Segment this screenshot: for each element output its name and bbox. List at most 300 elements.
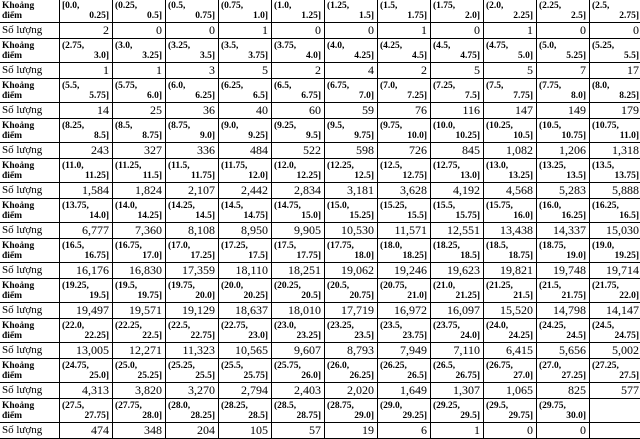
count-row	[0, 103, 640, 119]
score-range-label	[0, 399, 60, 423]
count-label: Số lượng	[0, 63, 60, 79]
interval-end: 12.5]	[327, 171, 374, 181]
interval-start: (10.0,	[433, 121, 480, 131]
count-cell: 17,359	[166, 263, 219, 279]
interval-cell	[484, 119, 537, 143]
count-cell: 18,010	[272, 303, 325, 319]
interval-start: (18.5,	[486, 241, 533, 251]
score-range-label-line2: điểm	[2, 131, 56, 141]
interval-start: (22.5,	[168, 321, 215, 331]
interval-cell	[537, 399, 590, 423]
interval-start: (2.0,	[486, 1, 533, 11]
interval-end: 18.25]	[380, 251, 427, 261]
count-cell: 1,307	[431, 383, 484, 399]
interval-end: 8.5]	[62, 131, 109, 141]
count-cell: 3,628	[378, 183, 431, 199]
interval-end: 16.75]	[62, 251, 109, 261]
count-cell: 1,206	[537, 143, 590, 159]
count-cell: 0	[431, 23, 484, 39]
score-range-label-line1: Khoảng	[2, 201, 56, 211]
count-cell: 15,520	[484, 303, 537, 319]
score-range-label	[0, 119, 60, 143]
interval-start: (22.75,	[221, 321, 268, 331]
interval-end: 15.5]	[380, 211, 427, 221]
interval-cell	[431, 399, 484, 423]
interval-start: (18.75,	[539, 241, 586, 251]
interval-cell	[431, 119, 484, 143]
count-cell: 577	[590, 383, 640, 399]
count-label: Số lượng	[0, 23, 60, 39]
interval-start: (7.75,	[539, 81, 586, 91]
score-range-label	[0, 279, 60, 303]
interval-start: (13.0,	[486, 161, 533, 171]
count-cell: 1,318	[590, 143, 640, 159]
count-label: Số lượng	[0, 263, 60, 279]
count-cell: 14,147	[590, 303, 640, 319]
interval-cell	[590, 39, 640, 63]
interval-cell	[219, 159, 272, 183]
interval-cell	[325, 399, 378, 423]
count-cell: 0	[325, 23, 378, 39]
count-cell: 6	[378, 423, 431, 439]
interval-cell	[590, 159, 640, 183]
count-cell: 1,649	[378, 383, 431, 399]
interval-end: 26.5]	[380, 371, 427, 381]
count-cell: 0	[484, 423, 537, 439]
interval-cell	[378, 359, 431, 383]
interval-row	[0, 359, 640, 383]
count-cell: 474	[60, 423, 113, 439]
interval-end: 19.5]	[62, 291, 109, 301]
interval-start: (21.75,	[592, 281, 639, 291]
interval-cell	[272, 0, 325, 23]
interval-cell	[166, 0, 219, 23]
interval-cell	[60, 239, 113, 263]
interval-start: (22.25,	[115, 321, 162, 331]
interval-start: (0.5,	[168, 1, 215, 11]
count-cell: 0	[537, 23, 590, 39]
score-range-label	[0, 79, 60, 103]
interval-start: (28.0,	[168, 401, 215, 411]
count-cell: 11,323	[166, 343, 219, 359]
interval-cell	[590, 319, 640, 343]
count-cell: 11,571	[378, 223, 431, 239]
interval-end: 11.5]	[115, 171, 162, 181]
interval-end: 7.0]	[327, 91, 374, 101]
interval-end: 13.75]	[592, 171, 639, 181]
score-range-label-line1: Khoảng	[2, 161, 56, 171]
count-cell: 14,337	[537, 223, 590, 239]
interval-row	[0, 319, 640, 343]
score-range-label-line2: điểm	[2, 91, 56, 101]
count-cell: 1	[219, 23, 272, 39]
interval-end: 5.5]	[592, 51, 639, 61]
interval-start: (24.5,	[592, 321, 639, 331]
score-range-label	[0, 199, 60, 223]
interval-end: 2.5]	[539, 11, 586, 21]
interval-start: (5.0,	[539, 41, 586, 51]
interval-start: (28.5,	[274, 401, 321, 411]
interval-cell	[325, 39, 378, 63]
interval-cell	[590, 279, 640, 303]
interval-row	[0, 39, 640, 63]
interval-end: 0.75]	[168, 11, 215, 21]
count-row	[0, 343, 640, 359]
interval-cell	[272, 279, 325, 303]
interval-start: (24.0,	[486, 321, 533, 331]
interval-start: (23.5,	[380, 321, 427, 331]
count-cell: 243	[60, 143, 113, 159]
interval-cell	[537, 199, 590, 223]
interval-start: (26.0,	[327, 361, 374, 371]
count-cell: 18,251	[272, 263, 325, 279]
count-cell: 19,748	[537, 263, 590, 279]
interval-cell	[590, 0, 640, 23]
count-cell: 0	[166, 23, 219, 39]
count-cell: 726	[378, 143, 431, 159]
interval-end: 26.75]	[433, 371, 480, 381]
score-range-label	[0, 359, 60, 383]
count-cell: 19,821	[484, 263, 537, 279]
interval-end: 28.25]	[168, 411, 215, 421]
interval-end: 25.75]	[221, 371, 268, 381]
interval-cell	[325, 159, 378, 183]
interval-cell	[113, 199, 166, 223]
count-cell: 3,270	[166, 383, 219, 399]
interval-end: 1.5]	[327, 11, 374, 21]
interval-start: (28.75,	[327, 401, 374, 411]
score-range-label-line2: điểm	[2, 211, 56, 221]
interval-cell	[378, 159, 431, 183]
interval-end: 23.0]	[221, 331, 268, 341]
interval-end: 1.75]	[380, 11, 427, 21]
count-label: Số lượng	[0, 383, 60, 399]
interval-cell	[60, 279, 113, 303]
interval-cell	[60, 79, 113, 103]
interval-end: 25.25]	[115, 371, 162, 381]
interval-start: (10.75,	[592, 121, 639, 131]
count-cell: 17	[590, 63, 640, 79]
interval-start: (10.25,	[486, 121, 533, 131]
interval-end: 4.75]	[433, 51, 480, 61]
interval-start: (27.5,	[62, 401, 109, 411]
count-cell: 8,108	[166, 223, 219, 239]
count-cell: 5,656	[537, 343, 590, 359]
interval-cell	[166, 239, 219, 263]
count-cell: 7,360	[113, 223, 166, 239]
count-cell: 2,442	[219, 183, 272, 199]
count-cell: 0	[272, 23, 325, 39]
score-range-label-line1: Khoảng	[2, 1, 56, 11]
interval-end: 11.0]	[592, 131, 639, 141]
interval-cell	[113, 159, 166, 183]
interval-end: 20.0]	[168, 291, 215, 301]
interval-end: 3.75]	[221, 51, 268, 61]
interval-start: (3.25,	[168, 41, 215, 51]
interval-start: (29.5,	[486, 401, 533, 411]
interval-end: 6.75]	[274, 91, 321, 101]
interval-row	[0, 0, 640, 23]
interval-start: (19.0,	[592, 241, 639, 251]
interval-end: 29.25]	[380, 411, 427, 421]
interval-start: (20.0,	[221, 281, 268, 291]
interval-cell	[484, 319, 537, 343]
interval-cell	[431, 39, 484, 63]
interval-cell	[113, 239, 166, 263]
score-range-label-line1: Khoảng	[2, 121, 56, 131]
interval-row	[0, 399, 640, 423]
interval-start: (12.0,	[274, 161, 321, 171]
interval-cell	[272, 359, 325, 383]
interval-start: (4.25,	[380, 41, 427, 51]
interval-start: (20.75,	[380, 281, 427, 291]
count-cell: 12,271	[113, 343, 166, 359]
interval-start: (9.5,	[327, 121, 374, 131]
score-range-label-line2: điểm	[2, 171, 56, 181]
score-range-label-line2: điểm	[2, 251, 56, 261]
interval-start: (3.5,	[221, 41, 268, 51]
interval-end: 27.5]	[592, 371, 639, 381]
interval-cell	[219, 39, 272, 63]
interval-start: (5.5,	[62, 81, 109, 91]
count-cell: 19,623	[431, 263, 484, 279]
interval-cell	[537, 319, 590, 343]
count-cell: 2	[378, 63, 431, 79]
count-cell: 59	[325, 103, 378, 119]
count-cell: 1	[60, 63, 113, 79]
count-cell: 147	[484, 103, 537, 119]
interval-start: (16.5,	[62, 241, 109, 251]
interval-start: (0.25,	[115, 1, 162, 11]
interval-end: 2.0]	[433, 11, 480, 21]
count-cell: 2	[60, 23, 113, 39]
interval-start: (1.0,	[274, 1, 321, 11]
interval-end: 23.75]	[380, 331, 427, 341]
interval-cell	[166, 279, 219, 303]
count-row	[0, 223, 640, 239]
interval-start: (25.5,	[221, 361, 268, 371]
interval-start: (19.25,	[62, 281, 109, 291]
interval-end: 15.75]	[433, 211, 480, 221]
interval-cell	[431, 0, 484, 23]
count-cell: 9,905	[272, 223, 325, 239]
interval-end: 9.0]	[168, 131, 215, 141]
interval-start: (15.5,	[433, 201, 480, 211]
count-cell: 8,950	[219, 223, 272, 239]
interval-end: 1.25]	[274, 11, 321, 21]
interval-end: 7.5]	[433, 91, 480, 101]
interval-end: 5.25]	[539, 51, 586, 61]
count-cell: 4,313	[60, 383, 113, 399]
count-cell: 2,020	[325, 383, 378, 399]
interval-row	[0, 159, 640, 183]
interval-start: (9.0,	[221, 121, 268, 131]
interval-end: 9.75]	[327, 131, 374, 141]
count-cell: 0	[537, 423, 590, 439]
interval-end: 18.75]	[486, 251, 533, 261]
interval-start: (3.75,	[274, 41, 321, 51]
count-cell: 484	[219, 143, 272, 159]
interval-start: (13.25,	[539, 161, 586, 171]
interval-end: 19.25]	[592, 251, 639, 261]
interval-end: 6.0]	[115, 91, 162, 101]
interval-end: 25.0]	[62, 371, 109, 381]
interval-start: (9.25,	[274, 121, 321, 131]
count-cell: 15,030	[590, 223, 640, 239]
score-range-label	[0, 0, 60, 23]
count-cell: 204	[166, 423, 219, 439]
interval-end: 15.0]	[274, 211, 321, 221]
interval-start: (3.0,	[115, 41, 162, 51]
interval-cell	[113, 79, 166, 103]
interval-cell	[272, 399, 325, 423]
count-cell: 327	[113, 143, 166, 159]
interval-start: (25.75,	[274, 361, 321, 371]
interval-cell	[113, 319, 166, 343]
count-cell: 6,415	[484, 343, 537, 359]
count-row	[0, 63, 640, 79]
interval-end: 4.25]	[327, 51, 374, 61]
count-cell: 2,107	[166, 183, 219, 199]
count-cell: 19,714	[590, 263, 640, 279]
interval-cell	[484, 159, 537, 183]
count-cell: 348	[113, 423, 166, 439]
count-cell: 16,830	[113, 263, 166, 279]
interval-end: 13.0]	[433, 171, 480, 181]
interval-end: 26.25]	[327, 371, 374, 381]
interval-cell	[590, 399, 640, 423]
interval-end: 19.0]	[539, 251, 586, 261]
interval-cell	[272, 319, 325, 343]
interval-start: (26.75,	[486, 361, 533, 371]
interval-cell	[378, 119, 431, 143]
count-cell: 14,798	[537, 303, 590, 319]
interval-cell	[325, 319, 378, 343]
interval-cell	[537, 359, 590, 383]
interval-start: (1.5,	[380, 1, 427, 11]
count-cell: 6,777	[60, 223, 113, 239]
interval-end: 7.25]	[380, 91, 427, 101]
count-cell: 3,820	[113, 383, 166, 399]
interval-end: 24.0]	[433, 331, 480, 341]
interval-start: (24.25,	[539, 321, 586, 331]
interval-end: 25.5]	[168, 371, 215, 381]
interval-start: (12.5,	[380, 161, 427, 171]
interval-cell	[113, 279, 166, 303]
count-cell: 1	[484, 23, 537, 39]
interval-cell	[431, 359, 484, 383]
count-cell: 5	[431, 63, 484, 79]
interval-end: 3.0]	[62, 51, 109, 61]
interval-cell	[219, 399, 272, 423]
interval-cell	[272, 119, 325, 143]
interval-start: (29.0,	[380, 401, 427, 411]
interval-end: 14.75]	[221, 211, 268, 221]
count-cell: 1	[378, 23, 431, 39]
interval-start: (15.25,	[380, 201, 427, 211]
count-cell: 1,082	[484, 143, 537, 159]
interval-cell	[590, 119, 640, 143]
interval-start: (2.75,	[62, 41, 109, 51]
interval-start: (8.25,	[62, 121, 109, 131]
score-range-label-line2: điểm	[2, 291, 56, 301]
count-cell: 5	[219, 63, 272, 79]
count-cell: 149	[537, 103, 590, 119]
interval-start: (13.5,	[592, 161, 639, 171]
interval-cell	[60, 0, 113, 23]
interval-start: (21.5,	[539, 281, 586, 291]
interval-end: 24.5]	[539, 331, 586, 341]
interval-start: (25.0,	[115, 361, 162, 371]
count-row	[0, 383, 640, 399]
count-cell: 825	[537, 383, 590, 399]
interval-cell	[590, 359, 640, 383]
interval-start: (15.75,	[486, 201, 533, 211]
count-cell: 16,097	[431, 303, 484, 319]
interval-cell	[166, 399, 219, 423]
interval-end: 22.25]	[62, 331, 109, 341]
interval-start: (14.25,	[168, 201, 215, 211]
count-cell: 10,565	[219, 343, 272, 359]
interval-cell	[113, 119, 166, 143]
count-cell: 36	[166, 103, 219, 119]
interval-start: (21.25,	[486, 281, 533, 291]
count-cell: 3,181	[325, 183, 378, 199]
count-label: Số lượng	[0, 423, 60, 439]
interval-cell	[537, 0, 590, 23]
interval-cell	[60, 199, 113, 223]
count-label: Số lượng	[0, 223, 60, 239]
count-label: Số lượng	[0, 143, 60, 159]
interval-cell	[219, 0, 272, 23]
score-range-label-line1: Khoảng	[2, 81, 56, 91]
count-cell: 845	[431, 143, 484, 159]
interval-cell	[272, 159, 325, 183]
interval-end: 28.0]	[115, 411, 162, 421]
count-cell: 57	[272, 423, 325, 439]
interval-cell	[325, 359, 378, 383]
interval-cell	[484, 79, 537, 103]
interval-end: 2.75]	[592, 11, 639, 21]
interval-cell	[484, 239, 537, 263]
count-cell: 19,497	[60, 303, 113, 319]
interval-cell	[272, 239, 325, 263]
interval-start: (5.25,	[592, 41, 639, 51]
interval-start: (28.25,	[221, 401, 268, 411]
interval-cell	[325, 279, 378, 303]
count-cell: 19	[325, 423, 378, 439]
interval-start: (7.0,	[380, 81, 427, 91]
interval-start: (17.75,	[327, 241, 374, 251]
interval-cell	[60, 119, 113, 143]
count-cell: 12,551	[431, 223, 484, 239]
count-row	[0, 143, 640, 159]
interval-end: 20.25]	[221, 291, 268, 301]
interval-end: 27.75]	[62, 411, 109, 421]
count-row	[0, 303, 640, 319]
interval-start: (2.5,	[592, 1, 639, 11]
interval-start: (5.75,	[115, 81, 162, 91]
interval-cell	[60, 159, 113, 183]
count-cell: 1,824	[113, 183, 166, 199]
count-cell: 5,002	[590, 343, 640, 359]
interval-start: (16.0,	[539, 201, 586, 211]
score-range-label-line1: Khoảng	[2, 321, 56, 331]
count-cell: 5,888	[590, 183, 640, 199]
interval-cell	[431, 279, 484, 303]
count-cell: 2,794	[219, 383, 272, 399]
count-cell: 19,062	[325, 263, 378, 279]
